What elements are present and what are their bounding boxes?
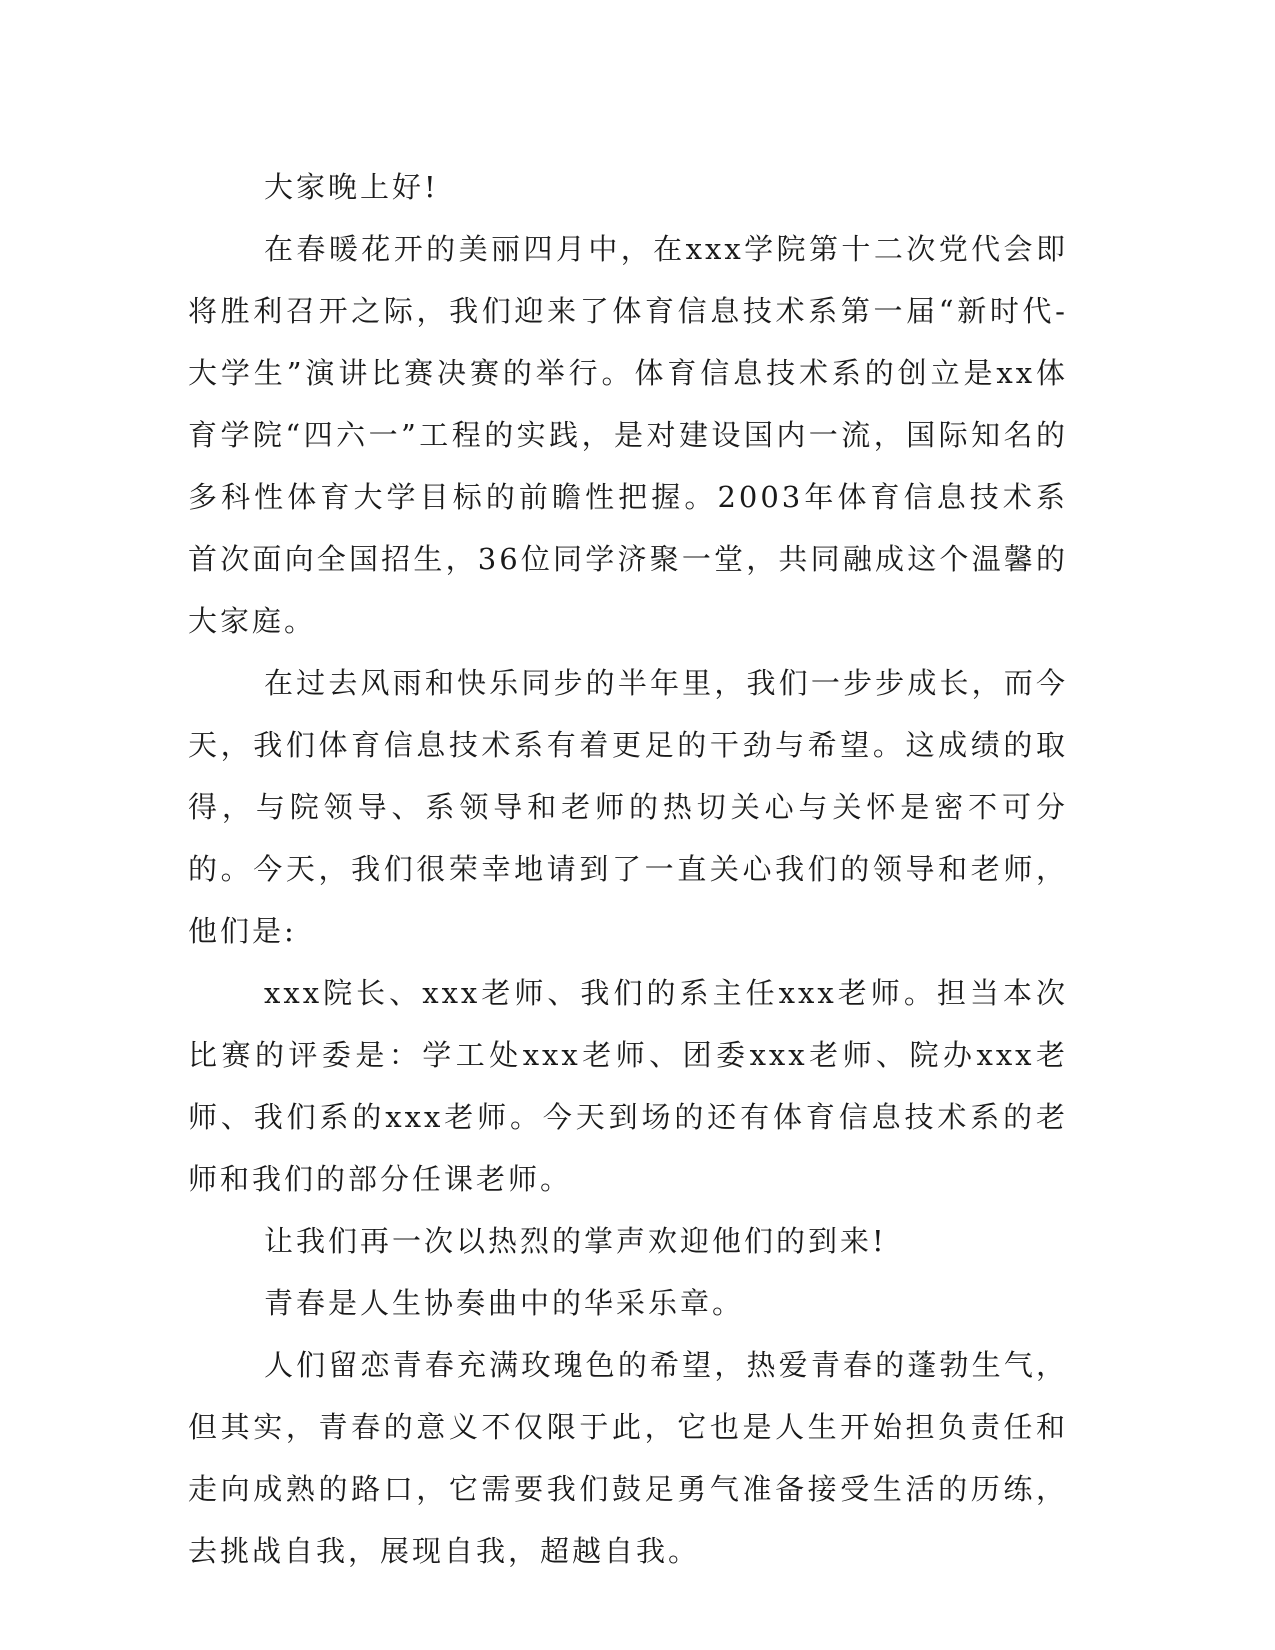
paragraph-growth: 在过去风雨和快乐同步的半年里，我们一步步成长，而今天，我们体育信息技术系有着更足的干劲与希望。这成绩的取得，与院领导、系领导和老师的热切关心与关怀是密不可分的。今天，我们很荣幸地请到了一直关心我们的领导和老师，他们是: (188, 666, 1068, 948)
paragraph-greeting: 大家晚上好! (264, 170, 439, 204)
speech-body (188, 156, 1068, 1582)
paragraph-youth-theme: 青春是人生协奏曲中的华采乐章。 (264, 1286, 745, 1320)
paragraph-opening: 在春暖花开的美丽四月中，在xxx学院第十二次党代会即将胜利召开之际，我们迎来了体育信息技术系第一届“新时代-大学生”演讲比赛决赛的举行。体育信息技术系的创立是xx体育学院“四六一”工程的实践，是对建设国内一流，国际知名的多科性体育大学目标的前瞻性把握。2003年体育信息技术系首次面向全国招生，36位同学济聚一堂，共同融成这个温馨的大家庭。 (188, 232, 1068, 638)
paragraph-guests: xxx院长、xxx老师、我们的系主任xxx老师。担当本次比赛的评委是：学工处xxx老师、团委xxx老师、院办xxx老师、我们系的xxx老师。今天到场的还有体育信息技术系的老师和我们的部分任课老师。 (188, 976, 1068, 1196)
paragraph-applause: 让我们再一次以热烈的掌声欢迎他们的到来! (264, 1224, 887, 1258)
paragraph-youth-meaning: 人们留恋青春充满玫瑰色的希望，热爱青春的蓬勃生气，但其实，青春的意义不仅限于此，它也是人生开始担负责任和走向成熟的路口，它需要我们鼓足勇气准备接受生活的历练，去挑战自我，展现自我，超越自我。 (188, 1348, 1068, 1568)
